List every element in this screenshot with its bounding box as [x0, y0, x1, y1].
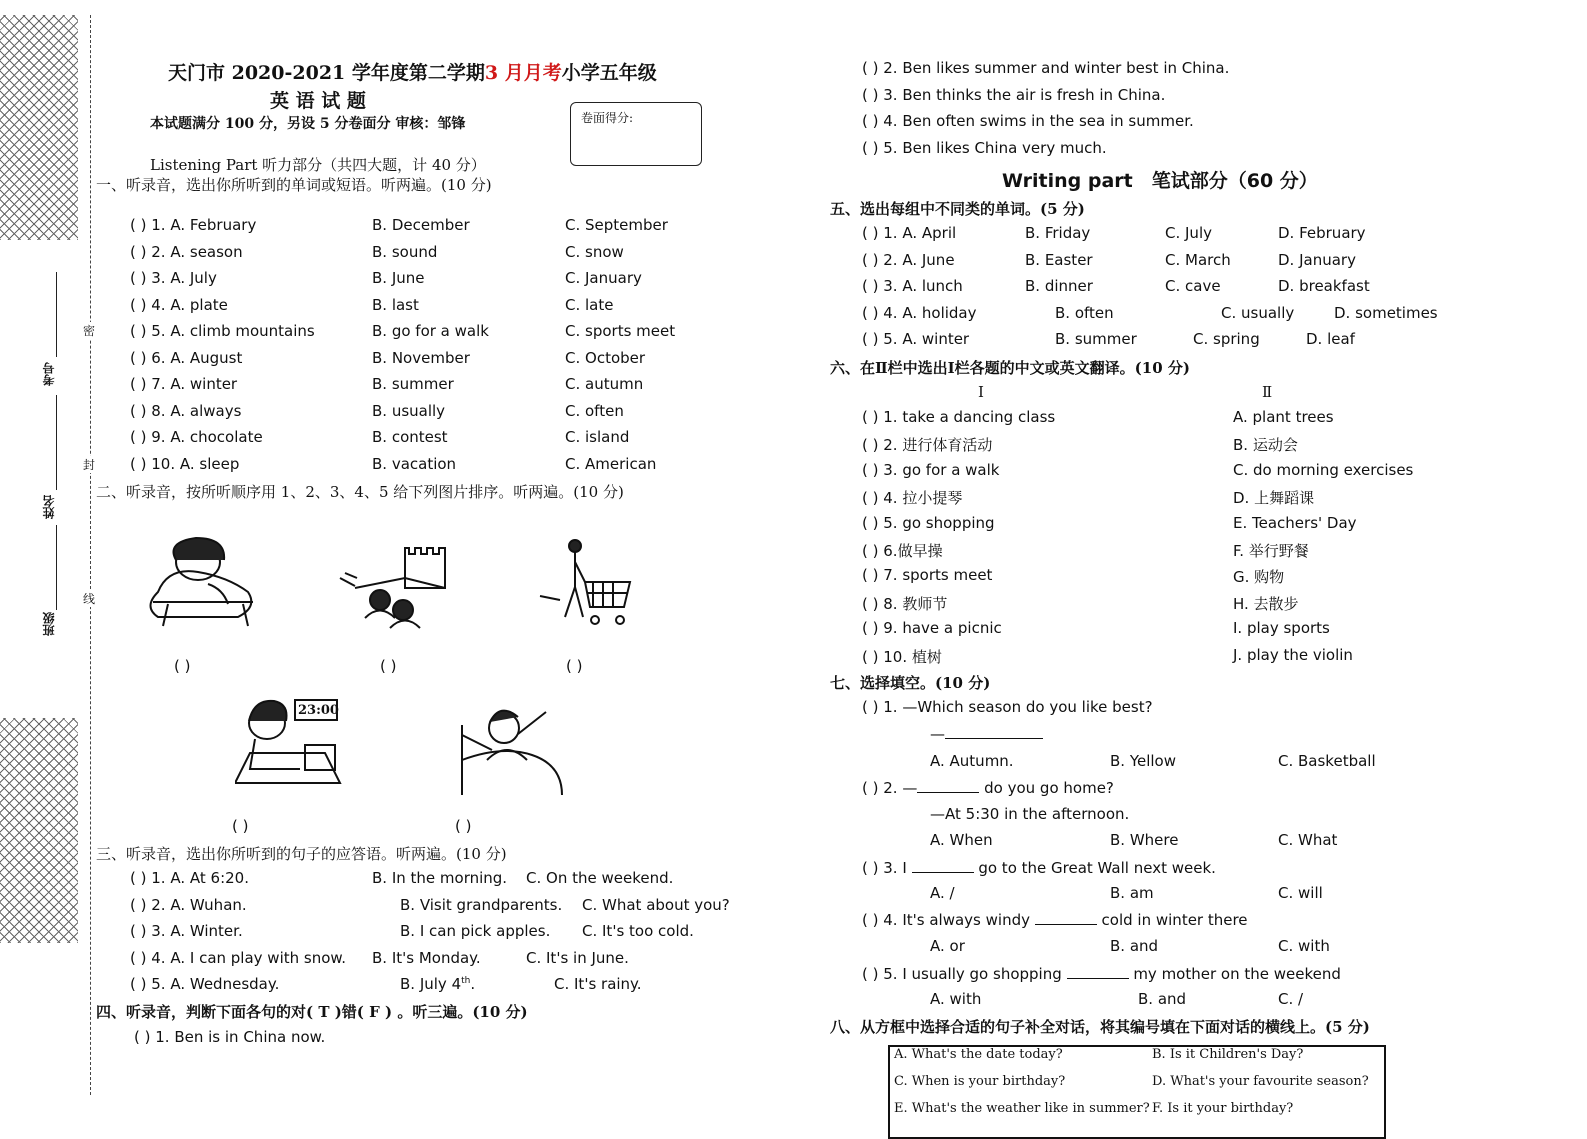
s6-row [862, 540, 943, 561]
option-a: 1. A. At 6:20. [151, 869, 249, 887]
answer-paren[interactable]: ( ) [862, 911, 879, 929]
s5-option-d: D. breakfast [1278, 277, 1370, 295]
option-a: 2. A. season [151, 243, 243, 261]
s1-row [130, 243, 243, 261]
s4-row [862, 86, 1165, 104]
option-a: 3. A. lunch [883, 277, 963, 295]
writing-heading: Writing part 笔试部分（60 分） [1002, 170, 1318, 192]
s5-row [862, 304, 977, 322]
title-part2: 小学五年级 [561, 62, 657, 84]
s7-q4-b: B. and [1110, 937, 1159, 955]
s2-paren-2[interactable]: ( ) [380, 657, 397, 675]
option-a: 5. A. winter [883, 330, 970, 348]
s1-option-c: C. January [565, 269, 642, 287]
answer-paren[interactable]: ( ) [862, 566, 879, 584]
s4-row [862, 112, 1194, 130]
s1-option-b: B. June [372, 269, 425, 287]
s3-option-b: B. I can pick apples. [400, 922, 551, 940]
dash: — [930, 725, 945, 743]
question-pre: 2. — [883, 779, 918, 797]
option-a: 3. A. Winter. [151, 922, 243, 940]
listening-heading: Listening Part 听力部分（共四大题，计 40 分） [150, 156, 486, 174]
answer-paren[interactable]: ( ) [130, 428, 147, 446]
s6-col2-item: G. 购物 [1233, 568, 1285, 586]
s3-option-c: C. It's in June. [526, 949, 629, 967]
answer-paren[interactable]: ( ) [130, 896, 147, 914]
xingming-label: 姓名 [42, 495, 56, 519]
s3-row [130, 896, 247, 914]
s7-q5-c: C. / [1278, 990, 1304, 1008]
question-pre: 4. It's always windy [883, 911, 1030, 929]
col1-item: 3. go for a walk [883, 461, 1000, 479]
s1-option-b: B. usually [372, 402, 446, 420]
answer-paren[interactable]: ( ) [130, 922, 147, 940]
s1-option-b: B. vacation [372, 455, 457, 473]
s3-option-c: C. It's too cold. [582, 922, 694, 940]
s6-col2-item: C. do morning exercises [1233, 461, 1414, 479]
answer-paren[interactable]: ( ) [134, 1028, 151, 1046]
s7-q5 [862, 964, 1341, 983]
s5-option-b: B. summer [1055, 330, 1137, 348]
s1-option-c: C. late [565, 296, 614, 314]
s1-row [130, 269, 217, 287]
kaohao-line [56, 272, 57, 357]
s6-col2-item: H. 去散步 [1233, 595, 1299, 613]
s7-q4-a: A. or [930, 937, 965, 955]
s1-row [130, 322, 315, 340]
s7-q3-c: C. will [1278, 884, 1323, 902]
answer-paren[interactable]: ( ) [862, 59, 879, 77]
option-b-text: B. July 4 [400, 975, 462, 993]
binding-hatch-bottom [0, 718, 78, 943]
s4-row [862, 139, 1107, 157]
answer-paren[interactable]: ( ) [130, 949, 147, 967]
option-a: 2. A. Wuhan. [151, 896, 247, 914]
s1-row [130, 375, 237, 393]
s5-option-d: D. January [1278, 251, 1356, 269]
score-box[interactable] [570, 102, 702, 166]
option-a: 4. A. I can play with snow. [151, 949, 347, 967]
option-a: 4. A. plate [151, 296, 228, 314]
s1-row [130, 402, 241, 420]
s1-option-b: B. December [372, 216, 470, 234]
picture-boy-waking [442, 700, 567, 798]
s5-row [862, 277, 963, 295]
statement: 4. Ben often swims in the sea in summer. [883, 112, 1194, 130]
s6-row [862, 593, 947, 614]
question-post: cold in winter there [1101, 911, 1248, 929]
s2-paren-3[interactable]: ( ) [566, 657, 583, 675]
answer-blank[interactable] [917, 778, 979, 793]
question-post: go to the Great Wall next week. [978, 859, 1216, 877]
s5-option-c: C. March [1165, 251, 1231, 269]
s3-option-c: C. What about you? [582, 896, 730, 914]
option-b-sup: th [461, 976, 471, 986]
answer-paren[interactable]: ( ) [862, 779, 879, 797]
s1-row [130, 216, 256, 234]
option-a: 2. A. June [883, 251, 955, 269]
s6-heading: 六、在Ⅱ栏中选出Ⅰ栏各题的中文或英文翻译。(10 分) [830, 359, 1190, 377]
s5-option-d: D. leaf [1306, 330, 1355, 348]
answer-paren[interactable]: ( ) [862, 595, 879, 613]
s1-option-c: C. sports meet [565, 322, 676, 340]
s1-option-b: B. November [372, 349, 470, 367]
s3-option-b: B. It's Monday. [372, 949, 481, 967]
s5-row [862, 251, 955, 269]
s6-row [862, 514, 995, 532]
box-option-b: B. Is it Children's Day? [1152, 1047, 1304, 1062]
s7-q1 [862, 698, 1153, 716]
answer-blank[interactable] [945, 724, 1043, 739]
xingming-line [56, 395, 57, 490]
s5-option-b: B. often [1055, 304, 1114, 322]
option-a: 8. A. always [151, 402, 242, 420]
s6-row [862, 408, 1055, 426]
option-a: 10. A. sleep [151, 455, 240, 473]
s1-row [130, 349, 242, 367]
answer-blank[interactable] [1035, 910, 1097, 925]
col1-item: 10. 植树 [883, 648, 942, 666]
seal-feng: 封 [83, 458, 96, 472]
s6-col2-item: J. play the violin [1233, 646, 1353, 664]
s1-row [130, 296, 228, 314]
s8-option-box [888, 1045, 1386, 1139]
s7-q5-b: B. and [1138, 990, 1187, 1008]
question-post: my mother on the weekend [1133, 965, 1341, 983]
answer-paren[interactable]: ( ) [130, 375, 147, 393]
binding-hatch-top [0, 15, 78, 240]
box-option-f: F. Is it your birthday? [1152, 1101, 1294, 1116]
question-post: do you go home? [984, 779, 1114, 797]
s6-row [862, 619, 1002, 637]
answer-paren[interactable]: ( ) [862, 330, 879, 348]
answer-paren[interactable]: ( ) [130, 322, 147, 340]
col1-item: 7. sports meet [883, 566, 993, 584]
s6-col2-item: F. 举行野餐 [1233, 542, 1309, 560]
answer-paren[interactable]: ( ) [130, 975, 147, 993]
s7-q3-b: B. am [1110, 884, 1154, 902]
s6-row [862, 434, 992, 455]
s7-q1-c: C. Basketball [1278, 752, 1376, 770]
answer-blank[interactable] [1067, 964, 1129, 979]
s1-option-c: C. September [565, 216, 668, 234]
s5-option-c: C. usually [1221, 304, 1295, 322]
answer-paren[interactable]: ( ) [862, 112, 879, 130]
s5-row [862, 224, 956, 242]
answer-paren[interactable]: ( ) [130, 402, 147, 420]
s6-col2-item: I. play sports [1233, 619, 1330, 637]
s3-option-b: B. Visit grandparents. [400, 896, 563, 914]
answer-paren[interactable]: ( ) [862, 277, 879, 295]
s1-option-c: C. American [565, 455, 657, 473]
kaohao-label: 考号 [42, 362, 56, 386]
answer-paren[interactable]: ( ) [130, 455, 147, 473]
s7-q2-reply: —At 5:30 in the afternoon. [930, 805, 1130, 823]
binding-dashed-line [90, 15, 91, 1095]
s6-col1-header: Ⅰ [978, 383, 984, 401]
s7-q1-answer-line [930, 724, 1043, 743]
s7-q2 [862, 778, 1114, 797]
option-a: 7. A. winter [151, 375, 238, 393]
s6-row [862, 487, 962, 508]
s1-option-b: B. contest [372, 428, 448, 446]
question-pre: 3. I [883, 859, 907, 877]
question-pre: 5. I usually go shopping [883, 965, 1062, 983]
s3-row [130, 922, 243, 940]
s1-option-c: C. island [565, 428, 630, 446]
answer-paren[interactable]: ( ) [862, 648, 879, 666]
box-option-d: D. What's your favourite season? [1152, 1074, 1369, 1089]
s7-q4 [862, 910, 1248, 929]
s3-option-b [400, 975, 475, 993]
option-a: 1. A. February [151, 216, 257, 234]
answer-paren[interactable]: ( ) [130, 869, 147, 887]
page-title [168, 58, 657, 85]
option-a: 5. A. Wednesday. [151, 975, 280, 993]
col1-item: 4. 拉小提琴 [883, 489, 963, 507]
s5-row [862, 330, 969, 348]
title-part1: 天门市 2020-2021 学年度第二学期 [168, 62, 485, 84]
s1-option-c: C. autumn [565, 375, 644, 393]
s2-paren-1[interactable]: ( ) [174, 657, 191, 675]
s5-option-b: B. Easter [1025, 251, 1093, 269]
answer-paren[interactable]: ( ) [862, 408, 879, 426]
answer-paren[interactable]: ( ) [862, 251, 879, 269]
s6-col2-item: A. plant trees [1233, 408, 1334, 426]
s3-option-c: C. On the weekend. [526, 869, 674, 887]
answer-paren[interactable]: ( ) [862, 304, 879, 322]
s7-q2-c: C. What [1278, 831, 1338, 849]
s3-option-c: C. It's rainy. [554, 975, 642, 993]
answer-paren[interactable]: ( ) [862, 619, 879, 637]
s8-heading: 八、从方框中选择合适的句子补全对话，将其编号填在下面对话的横线上。(5 分) [830, 1018, 1370, 1036]
answer-paren[interactable]: ( ) [130, 269, 147, 287]
s4-row [862, 59, 1229, 77]
option-a: 9. A. chocolate [151, 428, 263, 446]
answer-paren[interactable]: ( ) [862, 489, 879, 507]
clock-text: 23:00 [298, 703, 339, 718]
statement: 2. Ben likes summer and winter best in China. [883, 59, 1230, 77]
s5-option-c: C. cave [1165, 277, 1221, 295]
box-option-c: C. When is your birthday? [894, 1074, 1066, 1089]
option-a: 3. A. July [151, 269, 217, 287]
answer-paren[interactable]: ( ) [130, 243, 147, 261]
col1-item: 6.做早操 [883, 542, 943, 560]
answer-paren[interactable]: ( ) [862, 698, 879, 716]
s6-col2-item: E. Teachers' Day [1233, 514, 1357, 532]
option-a: 4. A. holiday [883, 304, 977, 322]
s6-col2-item: D. 上舞蹈课 [1233, 489, 1315, 507]
statement: 5. Ben likes China very much. [883, 139, 1107, 157]
s3-row [130, 975, 279, 993]
s3-option-b: B. In the morning. [372, 869, 508, 887]
s1-option-c: C. often [565, 402, 624, 420]
s5-option-b: B. dinner [1025, 277, 1093, 295]
answer-paren[interactable]: ( ) [862, 965, 879, 983]
answer-paren[interactable]: ( ) [862, 859, 879, 877]
s1-option-b: B. summer [372, 375, 454, 393]
banji-label: 班级 [42, 612, 56, 636]
answer-paren[interactable]: ( ) [862, 436, 879, 454]
s1-row [130, 455, 239, 473]
s1-option-b: B. go for a walk [372, 322, 489, 340]
option-a: 5. A. climb mountains [151, 322, 315, 340]
col1-item: 2. 进行体育活动 [883, 436, 993, 454]
question: 1. —Which season do you like best? [883, 698, 1153, 716]
option-b-end: . [470, 975, 476, 993]
answer-paren[interactable]: ( ) [130, 296, 147, 314]
s5-option-c: C. July [1165, 224, 1212, 242]
s5-option-c: C. spring [1193, 330, 1260, 348]
option-a: 1. A. April [883, 224, 957, 242]
s1-option-b: B. last [372, 296, 419, 314]
box-option-e: E. What's the weather like in summer? [894, 1101, 1150, 1116]
s3-heading: 三、听录音，选出你所听到的句子的应答语。听两遍。(10 分) [96, 845, 507, 863]
picture-shopping-cart [535, 538, 635, 630]
answer-paren[interactable]: ( ) [130, 349, 147, 367]
s7-q1-a: A. Autumn. [930, 752, 1014, 770]
banji-line [56, 525, 57, 610]
s3-row [130, 949, 346, 967]
s7-q5-a: A. with [930, 990, 982, 1008]
s5-option-d: D. February [1278, 224, 1366, 242]
s5-heading: 五、选出每组中不同类的单词。(5 分) [830, 200, 1085, 218]
picture-sick-girl [148, 532, 263, 630]
col1-item: 8. 教师节 [883, 595, 948, 613]
s7-q3-a: A. / [930, 884, 955, 902]
s6-row [862, 646, 942, 667]
s2-heading: 二、听录音，按所听顺序用 1、2、3、4、5 给下列图片排序。听两遍。(10 分) [96, 483, 624, 501]
col1-item: 1. take a dancing class [883, 408, 1056, 426]
statement: 1. Ben is in China now. [155, 1028, 326, 1046]
s6-row [862, 461, 999, 479]
answer-paren[interactable]: ( ) [862, 514, 879, 532]
picture-great-wall [335, 538, 450, 630]
s7-q4-c: C. with [1278, 937, 1330, 955]
s7-q3 [862, 858, 1216, 877]
col1-item: 9. have a picnic [883, 619, 1002, 637]
s2-paren-4[interactable]: ( ) [232, 817, 249, 835]
answer-paren[interactable]: ( ) [862, 542, 879, 560]
s1-option-c: C. snow [565, 243, 624, 261]
statement: 3. Ben thinks the air is fresh in China. [883, 86, 1166, 104]
answer-paren[interactable]: ( ) [862, 86, 879, 104]
s1-option-b: B. sound [372, 243, 438, 261]
s7-q2-b: B. Where [1110, 831, 1179, 849]
s7-heading: 七、选择填空。(10 分) [830, 674, 991, 692]
s6-col2-header: Ⅱ [1262, 383, 1273, 401]
page-subtitle: 英 语 试 题 [270, 90, 366, 112]
s6-row [862, 566, 992, 584]
s5-option-b: B. Friday [1025, 224, 1091, 242]
exam-info: 本试题满分 100 分，另设 5 分卷面分 审核：邹锋 [150, 116, 466, 132]
option-a: 6. A. August [151, 349, 243, 367]
s4-heading: 四、听录音，判断下面各句的对( T )错( F ) 。听三遍。(10 分) [96, 1003, 528, 1021]
box-option-a: A. What's the date today? [894, 1047, 1063, 1062]
s1-heading: 一、听录音，选出你所听到的单词或短语。听两遍。(10 分) [96, 176, 492, 194]
answer-blank[interactable] [912, 858, 974, 873]
s5-option-d: D. sometimes [1334, 304, 1438, 322]
answer-paren[interactable]: ( ) [130, 216, 147, 234]
seal-mi: 密 [83, 324, 96, 338]
score-box-label: 卷面得分: [581, 111, 634, 125]
answer-paren[interactable]: ( ) [862, 461, 879, 479]
answer-paren[interactable]: ( ) [862, 224, 879, 242]
s7-q1-b: B. Yellow [1110, 752, 1177, 770]
seal-xian: 线 [83, 592, 96, 606]
s2-paren-5[interactable]: ( ) [455, 817, 472, 835]
s1-option-c: C. October [565, 349, 646, 367]
answer-paren[interactable]: ( ) [862, 139, 879, 157]
col1-item: 5. go shopping [883, 514, 995, 532]
title-red: 3 月月考 [484, 62, 562, 84]
s3-row [130, 869, 249, 887]
s4-row [134, 1028, 325, 1046]
s6-col2-item: B. 运动会 [1233, 436, 1298, 454]
s7-q2-a: A. When [930, 831, 993, 849]
s1-row [130, 428, 263, 446]
